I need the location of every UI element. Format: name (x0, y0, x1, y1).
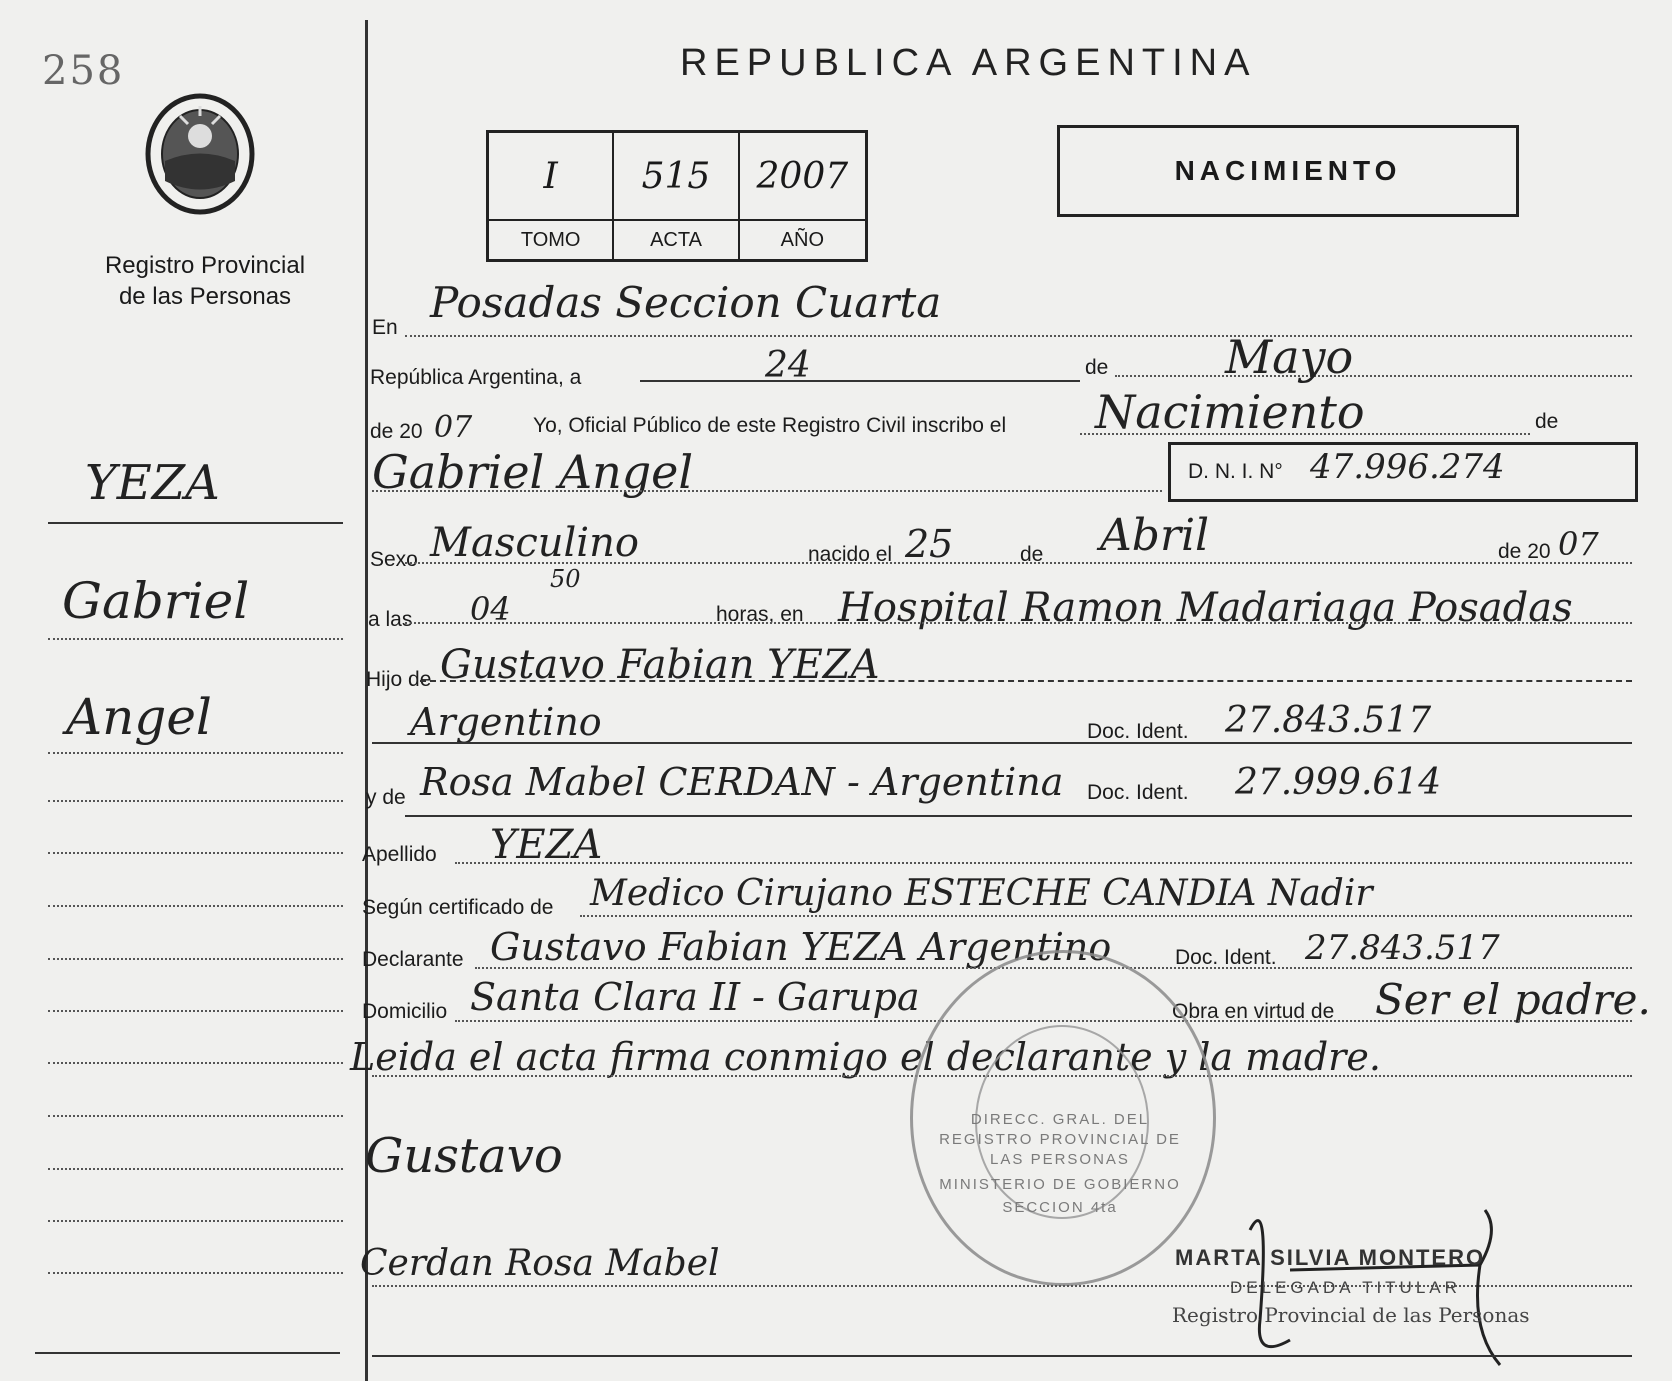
field-line (405, 335, 1632, 337)
record-number-table (486, 130, 868, 262)
label-doc-3: Doc. Ident. (1175, 946, 1277, 969)
field-line (420, 680, 1632, 682)
label-doc-1: Doc. Ident. (1087, 720, 1189, 743)
value-by-virtue: Ser el padre. (1375, 975, 1651, 1024)
value-declarant: Gustavo Fabian YEZA Argentino (490, 925, 1112, 969)
label-nacido: nacido el (808, 543, 893, 566)
registry-line1: Registro Provincial (104, 252, 306, 279)
value-declarant-doc: 27.843.517 (1305, 928, 1500, 968)
value-father: Gustavo Fabian YEZA (440, 642, 880, 688)
registry-line2: de las Personas (118, 283, 292, 310)
value-mother: Rosa Mabel CERDAN - Argentina (420, 760, 1064, 804)
label-hijo: Hijo de (366, 668, 432, 691)
field-line (1115, 375, 1632, 377)
anio-value: 2007 (740, 133, 865, 221)
value-mother-doc: 27.999.614 (1235, 762, 1442, 803)
label-declarante: Declarante (362, 948, 464, 971)
stamp-section: SECCION 4ta (1002, 1199, 1118, 1216)
official-title: DELEGADA TITULAR (1230, 1278, 1461, 1297)
label-de-end: de (1535, 410, 1559, 433)
value-birthplace: Hospital Ramon Madariaga Posadas (838, 585, 1573, 631)
label-de20: de 20 (370, 420, 423, 443)
label-republica: República Argentina, a (370, 366, 582, 389)
signature-mother: Cerdan Rosa Mabel (360, 1243, 720, 1284)
value-father-doc: 27.843.517 (1225, 700, 1432, 741)
official-name: MARTA SILVIA MONTERO (1175, 1245, 1486, 1270)
label-en: En (372, 316, 398, 339)
country-heading: REPUBLICA ARGENTINA (680, 42, 1257, 84)
margin-line (48, 1010, 343, 1012)
label-y-de: y de (366, 786, 406, 809)
margin-line (48, 1220, 343, 1222)
record-type: NACIMIENTO (1174, 155, 1402, 186)
label-obra: Obra en virtud de (1172, 1000, 1335, 1023)
acta-label: ACTA (614, 221, 739, 259)
label-dni: D. N. I. N° (1188, 460, 1283, 483)
margin-line (48, 752, 343, 754)
value-dni: 47.996.274 (1310, 447, 1505, 487)
official-office: Registro Provincial de las Personas (1172, 1303, 1530, 1327)
field-line (405, 622, 1632, 624)
margin-line (48, 852, 343, 854)
margin-second-name: Angel (66, 688, 212, 746)
field-line (405, 562, 1632, 564)
label-oficial: Yo, Oficial Público de este Registro Civil inscribo el (533, 414, 1007, 437)
stamp-inner-text: MINISTERIO DE GOBIERNO (939, 1176, 1181, 1193)
value-child-name: Gabriel Angel (372, 445, 694, 499)
label-apellido: Apellido (362, 843, 437, 866)
margin-line (48, 1168, 343, 1170)
field-line (640, 380, 1080, 382)
label-segun: Según certificado de (362, 896, 554, 919)
stamp-main-text: DIRECC. GRAL. DEL REGISTRO PROVINCIAL DE LAS PERSONAS (939, 1111, 1181, 1168)
stamp-text (930, 1110, 1190, 1216)
margin-line (48, 800, 343, 802)
field-line (372, 490, 1162, 492)
signature-declarant: Gustavo (365, 1128, 563, 1184)
provincial-seal-logo (140, 86, 260, 216)
value-day: 24 (765, 345, 811, 386)
label-de20-b: de 20 (1498, 540, 1551, 563)
value-year-suffix: 07 (434, 410, 473, 445)
acta-value: 515 (614, 133, 739, 221)
label-horas: horas, en (716, 603, 804, 626)
margin-surname: YEZA (85, 455, 220, 511)
margin-first-name: Gabriel (62, 572, 250, 630)
label-de-mid: de (1020, 543, 1044, 566)
label-sexo: Sexo (370, 548, 418, 571)
value-birth-day: 25 (905, 522, 954, 566)
margin-line (35, 1352, 340, 1354)
value-certificate: Medico Cirujano ESTECHE CANDIA Nadir (590, 873, 1373, 914)
anio-label: AÑO (780, 228, 824, 251)
field-line (580, 915, 1632, 917)
margin-line (48, 1062, 343, 1064)
margin-line (48, 958, 343, 960)
field-line (372, 742, 1632, 744)
value-month: Mayo (1225, 330, 1354, 384)
value-closing: Leida el acta firma conmigo el declarante y la madre. (350, 1035, 1381, 1079)
margin-line (48, 522, 343, 524)
field-line (405, 815, 1632, 817)
field-line (455, 862, 1632, 864)
value-father-nationality: Argentino (410, 700, 602, 744)
value-sex: Masculino (430, 520, 639, 566)
label-a-las: a las (368, 608, 413, 631)
value-address: Santa Clara II - Garupa (470, 975, 920, 1019)
sheet-number: 258 (42, 48, 125, 94)
bottom-line (372, 1355, 1632, 1357)
value-place: Posadas Seccion Cuarta (430, 278, 942, 327)
value-minutes: 50 (550, 565, 581, 593)
value-act: Nacimiento (1095, 385, 1365, 439)
margin-line (48, 1272, 343, 1274)
tomo-value: I (489, 133, 614, 221)
record-type-box (1057, 125, 1519, 217)
value-hour: 04 (470, 590, 511, 628)
value-birth-year-suffix: 07 (1558, 525, 1599, 563)
margin-line (48, 905, 343, 907)
margin-line (48, 1115, 343, 1117)
value-birth-month: Abril (1100, 510, 1210, 561)
value-surname: YEZA (490, 822, 603, 868)
label-de: de (1085, 356, 1109, 379)
tomo-label: TOMO (489, 221, 614, 259)
margin-line (48, 638, 343, 640)
registry-heading (80, 250, 330, 312)
label-domicilio: Domicilio (362, 1000, 448, 1023)
label-doc-2: Doc. Ident. (1087, 781, 1189, 804)
